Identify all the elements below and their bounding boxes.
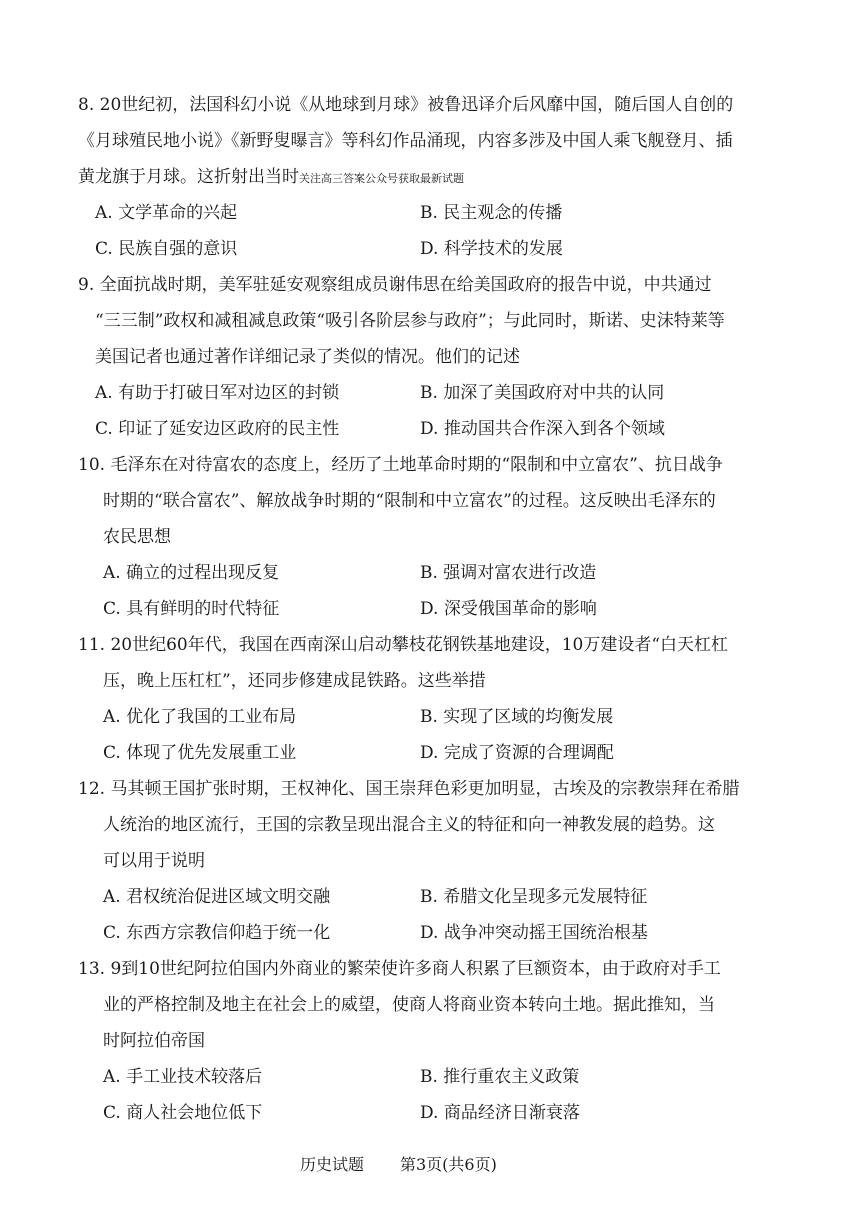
option-13-a: A. 手工业技术较落后: [103, 1067, 263, 1087]
option-12-c: C. 东西方宗教信仰趋于统一化: [103, 923, 331, 943]
option-10-c: C. 具有鲜明的时代特征: [103, 599, 280, 619]
question-11-line-2: 压，晚上压杠杠”，还同步修建成昆铁路。这些举措: [103, 671, 486, 691]
option-8-c: C. 民族自强的意识: [95, 239, 238, 259]
option-13-c: C. 商人社会地位低下: [103, 1103, 263, 1123]
option-8-a: A. 文学革命的兴起: [95, 203, 238, 223]
question-10-line-2: 时期的“联合富农”、解放战争时期的“限制和中立富农”的过程。这反映出毛泽东的: [103, 491, 716, 511]
question-13-line-3: 时阿拉伯帝国: [103, 1031, 205, 1051]
watermark-notice: 关注高三答案公众号获取最新试题: [299, 172, 464, 185]
option-10-a: A. 确立的过程出现反复: [103, 563, 280, 583]
option-9-b: B. 加深了美国政府对中共的认同: [420, 383, 665, 403]
question-13-line-1: 13. 9到10世纪阿拉伯国内外商业的繁荣使许多商人积累了巨额资本，由于政府对手工: [78, 959, 721, 979]
option-10-d: D. 深受俄国革命的影响: [420, 599, 597, 619]
option-11-d: D. 完成了资源的合理调配: [420, 743, 614, 763]
option-11-c: C. 体现了优先发展重工业: [103, 743, 297, 763]
question-9-line-1: 9. 全面抗战时期，美军驻延安观察组成员谢伟思在给美国政府的报告中说，中共通过: [78, 275, 712, 295]
option-13-b: B. 推行重农主义政策: [420, 1067, 580, 1087]
footer-subject: 历史试题: [300, 1155, 365, 1174]
question-13-line-2: 业的严格控制及地主在社会上的威望，使商人将商业资本转向土地。据此推知，当: [103, 995, 715, 1015]
option-8-b: B. 民主观念的传播: [420, 203, 563, 223]
question-10-line-3: 农民思想: [103, 527, 171, 547]
question-12-line-2: 人统治的地区流行，王国的宗教呈现出混合主义的特征和向一神教发展的趋势。这: [103, 815, 715, 835]
question-8-line-1: 8. 20世纪初，法国科幻小说《从地球到月球》被鲁迅译介后风靡中国，随后国人自创的: [78, 95, 734, 115]
question-12-line-1: 12. 马其顿王国扩张时期，王权神化、国王崇拜色彩更加明显，古埃及的宗教崇拜在希腊: [78, 779, 740, 799]
option-9-a: A. 有助于打破日军对边区的封锁: [95, 383, 340, 403]
option-8-d: D. 科学技术的发展: [420, 239, 563, 259]
question-9-line-2: “三三制”政权和减租减息政策“吸引各阶层参与政府”；与此同时，斯诺、史沫特莱等: [95, 311, 725, 331]
option-12-b: B. 希腊文化呈现多元发展特征: [420, 887, 648, 907]
question-9-line-3: 美国记者也通过著作详细记录了类似的情况。他们的记述: [95, 347, 520, 367]
option-9-d: D. 推动国共合作深入到各个领域: [420, 419, 665, 439]
option-10-b: B. 强调对富农进行改造: [420, 563, 597, 583]
option-12-d: D. 战争冲突动摇王国统治根基: [420, 923, 648, 943]
question-10-line-1: 10. 毛泽东在对待富农的态度上，经历了土地革命时期的“限制和中立富农”、抗日战争: [78, 455, 723, 475]
footer-page-number: 第3页(共6页): [400, 1155, 497, 1174]
question-11-line-1: 11. 20世纪60年代，我国在西南深山启动攀枝花钢铁基地建设，10万建设者“白天杠杠: [78, 635, 729, 655]
option-12-a: A. 君权统治促进区域文明交融: [103, 887, 331, 907]
option-11-b: B. 实现了区域的均衡发展: [420, 707, 614, 727]
option-11-a: A. 优化了我国的工业布局: [103, 707, 297, 727]
question-8-line-3: 黄龙旗于月球。这折射出当时: [78, 167, 299, 187]
option-13-d: D. 商品经济日渐衰落: [420, 1103, 580, 1123]
option-9-c: C. 印证了延安边区政府的民主性: [95, 419, 340, 439]
question-12-line-3: 可以用于说明: [103, 851, 205, 871]
question-8-line-2: 《月球殖民地小说》《新野叟曝言》等科幻作品涌现，内容多涉及中国人乘飞舰登月、插: [78, 131, 733, 151]
